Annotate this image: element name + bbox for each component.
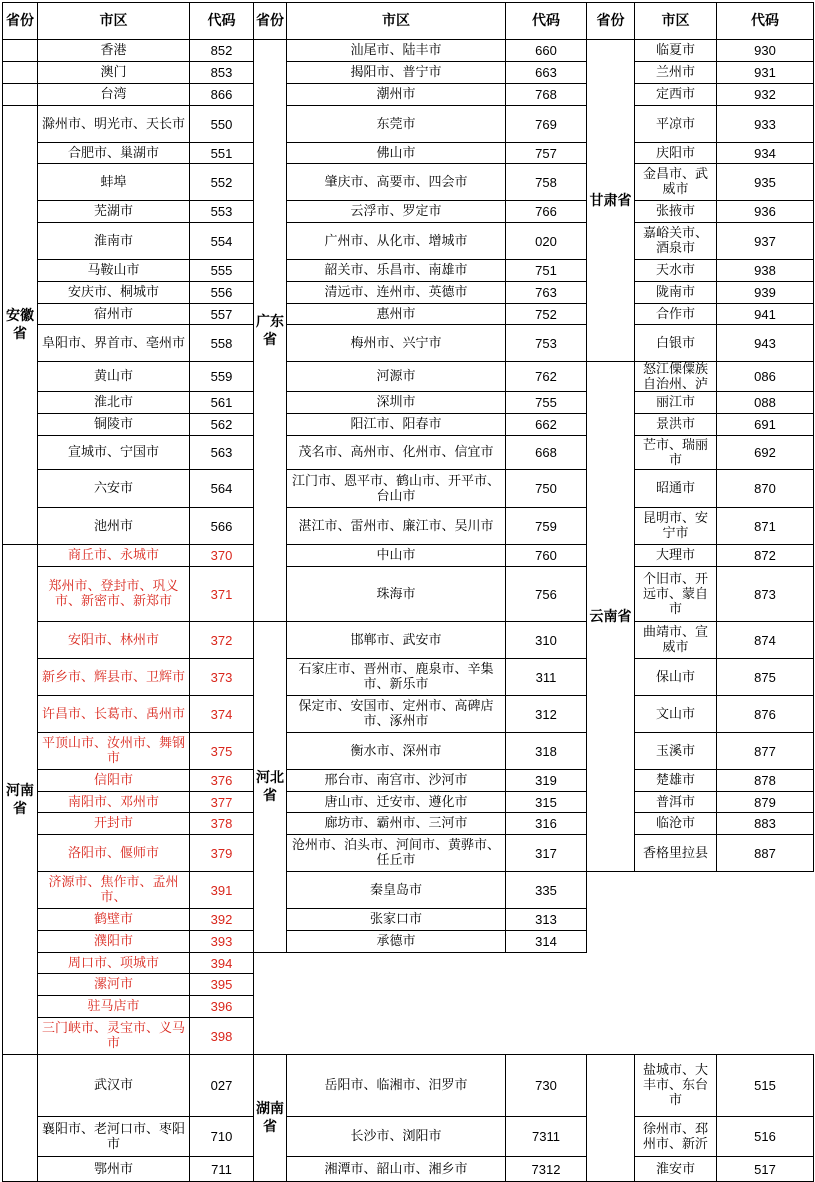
code-cell: 762 xyxy=(505,361,587,392)
code-cell: 759 xyxy=(505,507,587,545)
code-cell: 937 xyxy=(716,222,814,260)
city-cell: 香港 xyxy=(37,39,190,62)
code-cell: 564 xyxy=(189,469,254,508)
city-cell: 澳门 xyxy=(37,61,190,84)
city-cell: 昆明市、安宁市 xyxy=(634,507,717,545)
code-cell: 756 xyxy=(505,566,587,622)
b-header-code: 代码 xyxy=(505,2,587,40)
code-cell: 931 xyxy=(716,61,814,84)
city-cell: 新乡市、辉县市、卫辉市 xyxy=(37,658,190,696)
code-cell: 515 xyxy=(716,1054,814,1117)
a-header-code: 代码 xyxy=(189,2,254,40)
code-cell: 516 xyxy=(716,1116,814,1157)
city-cell: 信阳市 xyxy=(37,769,190,792)
code-cell: 563 xyxy=(189,435,254,470)
code-cell: 373 xyxy=(189,658,254,696)
city-cell: 江门市、恩平市、鹤山市、开平市、台山市 xyxy=(286,469,506,508)
city-cell: 揭阳市、普宁市 xyxy=(286,61,506,84)
city-cell: 阜阳市、界首市、亳州市 xyxy=(37,324,190,362)
city-cell: 韶关市、乐昌市、南雄市 xyxy=(286,259,506,282)
city-cell: 中山市 xyxy=(286,544,506,567)
city-cell: 清远市、连州市、英德市 xyxy=(286,281,506,304)
city-cell: 保山市 xyxy=(634,658,717,696)
city-cell: 楚雄市 xyxy=(634,769,717,792)
city-cell: 曲靖市、宣威市 xyxy=(634,621,717,659)
code-cell: 938 xyxy=(716,259,814,282)
code-cell: 086 xyxy=(716,361,814,392)
code-cell: 757 xyxy=(505,142,587,164)
city-cell: 沧州市、泊头市、河间市、黄骅市、任丘市 xyxy=(286,834,506,872)
city-cell: 淮安市 xyxy=(634,1156,717,1182)
city-cell: 保定市、安国市、定州市、高碑店市、涿州市 xyxy=(286,695,506,733)
code-cell: 939 xyxy=(716,281,814,304)
city-cell: 安庆市、桐城市 xyxy=(37,281,190,304)
c-header-city: 市区 xyxy=(634,2,717,40)
city-cell: 芒市、瑞丽市 xyxy=(634,435,717,470)
province-label-text: 云南省 xyxy=(589,608,632,625)
city-cell: 定西市 xyxy=(634,83,717,106)
code-cell: 766 xyxy=(505,200,587,223)
code-cell: 878 xyxy=(716,769,814,792)
city-cell: 池州市 xyxy=(37,507,190,545)
province-label-text: 安徽省 xyxy=(6,308,34,342)
city-cell: 云浮市、罗定市 xyxy=(286,200,506,223)
city-cell: 珠海市 xyxy=(286,566,506,622)
code-cell: 311 xyxy=(505,658,587,696)
province-cell-empty xyxy=(2,61,38,84)
province-cell-empty xyxy=(2,1054,38,1182)
city-cell: 洛阳市、偃师市 xyxy=(37,834,190,872)
code-cell: 310 xyxy=(505,621,587,659)
city-cell: 台湾 xyxy=(37,83,190,106)
code-cell: 379 xyxy=(189,834,254,872)
code-cell: 752 xyxy=(505,303,587,325)
code-cell: 852 xyxy=(189,39,254,62)
city-cell: 铜陵市 xyxy=(37,413,190,436)
province-label-text: 河南省 xyxy=(6,782,34,817)
city-cell: 济源市、焦作市、孟州市、 xyxy=(37,871,190,909)
code-cell: 374 xyxy=(189,695,254,733)
province-label-text: 湖南省 xyxy=(256,1101,284,1135)
code-cell: 316 xyxy=(505,812,587,835)
city-cell: 滁州市、明光市、天长市 xyxy=(37,105,190,143)
city-cell: 濮阳市 xyxy=(37,930,190,953)
city-cell: 宣城市、宁国市 xyxy=(37,435,190,470)
province-label-text: 河北省 xyxy=(256,770,284,804)
city-cell: 金昌市、武威市 xyxy=(634,163,717,201)
city-cell: 个旧市、开远市、蒙自市 xyxy=(634,566,717,622)
city-cell: 岳阳市、临湘市、汨罗市 xyxy=(286,1054,506,1117)
city-cell: 马鞍山市 xyxy=(37,259,190,282)
code-cell: 769 xyxy=(505,105,587,143)
code-cell: 088 xyxy=(716,391,814,414)
city-cell: 安阳市、林州市 xyxy=(37,621,190,659)
province-gansu xyxy=(586,39,635,362)
province-hebei xyxy=(253,621,287,953)
code-cell: 371 xyxy=(189,566,254,622)
code-cell: 315 xyxy=(505,791,587,813)
city-cell: 阳江市、阳春市 xyxy=(286,413,506,436)
code-cell: 692 xyxy=(716,435,814,470)
city-cell: 白银市 xyxy=(634,324,717,362)
province-label-text: 省份 xyxy=(596,13,625,29)
city-cell: 邢台市、南宫市、沙河市 xyxy=(286,769,506,792)
c-header-province xyxy=(586,2,635,40)
city-cell: 襄阳市、老河口市、枣阳市 xyxy=(37,1116,190,1157)
city-cell: 平凉市 xyxy=(634,105,717,143)
code-cell: 668 xyxy=(505,435,587,470)
code-cell: 376 xyxy=(189,769,254,792)
code-cell: 395 xyxy=(189,973,254,996)
code-cell: 317 xyxy=(505,834,587,872)
b-header-city: 市区 xyxy=(286,2,506,40)
code-cell: 7311 xyxy=(505,1116,587,1157)
code-cell: 391 xyxy=(189,871,254,909)
code-cell: 660 xyxy=(505,39,587,62)
province-hunan xyxy=(253,1054,287,1182)
province-cell-empty xyxy=(2,83,38,106)
city-cell: 黄山市 xyxy=(37,361,190,392)
city-cell: 惠州市 xyxy=(286,303,506,325)
code-cell: 872 xyxy=(716,544,814,567)
code-cell: 930 xyxy=(716,39,814,62)
code-cell: 378 xyxy=(189,812,254,835)
code-cell: 375 xyxy=(189,732,254,770)
code-cell: 335 xyxy=(505,871,587,909)
code-cell: 663 xyxy=(505,61,587,84)
city-cell: 东莞市 xyxy=(286,105,506,143)
city-cell: 淮北市 xyxy=(37,391,190,414)
code-cell: 874 xyxy=(716,621,814,659)
code-cell: 876 xyxy=(716,695,814,733)
city-cell: 汕尾市、陆丰市 xyxy=(286,39,506,62)
province-anhui xyxy=(2,105,38,545)
province-label-text: 广东省 xyxy=(256,313,284,348)
code-cell: 372 xyxy=(189,621,254,659)
code-cell: 753 xyxy=(505,324,587,362)
city-cell: 鹤壁市 xyxy=(37,908,190,931)
code-cell: 871 xyxy=(716,507,814,545)
code-cell: 941 xyxy=(716,303,814,325)
province-label-text: 省份 xyxy=(256,13,284,29)
city-cell: 漯河市 xyxy=(37,973,190,996)
city-cell: 平顶山市、汝州市、舞钢市 xyxy=(37,732,190,770)
code-cell: 557 xyxy=(189,303,254,325)
code-cell: 027 xyxy=(189,1054,254,1117)
city-cell: 湛江市、雷州市、廉江市、吴川市 xyxy=(286,507,506,545)
city-cell: 淮南市 xyxy=(37,222,190,260)
city-cell: 广州市、从化市、增城市 xyxy=(286,222,506,260)
code-cell: 550 xyxy=(189,105,254,143)
province-guangdong xyxy=(253,39,287,622)
code-cell: 933 xyxy=(716,105,814,143)
city-cell: 香格里拉县 xyxy=(634,834,717,872)
code-cell: 562 xyxy=(189,413,254,436)
city-cell: 深圳市 xyxy=(286,391,506,414)
code-cell: 318 xyxy=(505,732,587,770)
city-cell: 河源市 xyxy=(286,361,506,392)
code-cell: 566 xyxy=(189,507,254,545)
code-cell: 935 xyxy=(716,163,814,201)
code-cell: 943 xyxy=(716,324,814,362)
c-header-code: 代码 xyxy=(716,2,814,40)
code-cell: 730 xyxy=(505,1054,587,1117)
province-yunnan xyxy=(586,361,635,872)
city-cell: 唐山市、迁安市、遵化市 xyxy=(286,791,506,813)
city-cell: 衡水市、深州市 xyxy=(286,732,506,770)
code-cell: 554 xyxy=(189,222,254,260)
code-cell: 873 xyxy=(716,566,814,622)
code-cell: 517 xyxy=(716,1156,814,1182)
city-cell: 合肥市、巢湖市 xyxy=(37,142,190,164)
code-cell: 319 xyxy=(505,769,587,792)
code-cell: 870 xyxy=(716,469,814,508)
code-cell: 559 xyxy=(189,361,254,392)
city-cell: 文山市 xyxy=(634,695,717,733)
code-cell: 887 xyxy=(716,834,814,872)
code-cell: 934 xyxy=(716,142,814,164)
city-cell: 宿州市 xyxy=(37,303,190,325)
code-cell: 555 xyxy=(189,259,254,282)
code-cell: 377 xyxy=(189,791,254,813)
city-cell: 合作市 xyxy=(634,303,717,325)
code-cell: 393 xyxy=(189,930,254,953)
code-cell: 312 xyxy=(505,695,587,733)
city-cell: 丽江市 xyxy=(634,391,717,414)
code-cell: 553 xyxy=(189,200,254,223)
code-cell: 561 xyxy=(189,391,254,414)
city-cell: 佛山市 xyxy=(286,142,506,164)
city-cell: 景洪市 xyxy=(634,413,717,436)
city-cell: 承德市 xyxy=(286,930,506,953)
code-cell: 711 xyxy=(189,1156,254,1182)
city-cell: 临沧市 xyxy=(634,812,717,835)
b-header-province xyxy=(253,2,287,40)
city-cell: 长沙市、浏阳市 xyxy=(286,1116,506,1157)
city-cell: 芜湖市 xyxy=(37,200,190,223)
city-cell: 石家庄市、晋州市、鹿泉市、辛集市、新乐市 xyxy=(286,658,506,696)
city-cell: 许昌市、长葛市、禹州市 xyxy=(37,695,190,733)
city-cell: 周口市、项城市 xyxy=(37,952,190,974)
city-cell: 南阳市、邓州市 xyxy=(37,791,190,813)
city-cell: 普洱市 xyxy=(634,791,717,813)
province-label-text: 甘肃省 xyxy=(589,192,632,209)
city-cell: 张掖市 xyxy=(634,200,717,223)
city-cell: 商丘市、永城市 xyxy=(37,544,190,567)
a-header-city: 市区 xyxy=(37,2,190,40)
code-cell: 853 xyxy=(189,61,254,84)
code-cell: 7312 xyxy=(505,1156,587,1182)
city-cell: 梅州市、兴宁市 xyxy=(286,324,506,362)
code-cell: 662 xyxy=(505,413,587,436)
code-cell: 763 xyxy=(505,281,587,304)
a-header-province xyxy=(2,2,38,40)
city-cell: 六安市 xyxy=(37,469,190,508)
code-cell: 396 xyxy=(189,995,254,1018)
code-cell: 314 xyxy=(505,930,587,953)
code-cell: 879 xyxy=(716,791,814,813)
code-cell: 551 xyxy=(189,142,254,164)
code-cell: 370 xyxy=(189,544,254,567)
code-cell: 691 xyxy=(716,413,814,436)
city-cell: 武汉市 xyxy=(37,1054,190,1117)
city-cell: 肇庆市、高要市、四会市 xyxy=(286,163,506,201)
city-cell: 鄂州市 xyxy=(37,1156,190,1182)
code-cell: 936 xyxy=(716,200,814,223)
city-cell: 驻马店市 xyxy=(37,995,190,1018)
city-cell: 兰州市 xyxy=(634,61,717,84)
city-cell: 昭通市 xyxy=(634,469,717,508)
city-cell: 潮州市 xyxy=(286,83,506,106)
city-cell: 郑州市、登封市、巩义市、新密市、新郑市 xyxy=(37,566,190,622)
code-cell: 866 xyxy=(189,83,254,106)
city-cell: 张家口市 xyxy=(286,908,506,931)
code-cell: 392 xyxy=(189,908,254,931)
code-cell: 883 xyxy=(716,812,814,835)
code-cell: 755 xyxy=(505,391,587,414)
province-label-text: 省份 xyxy=(6,13,34,29)
city-cell: 大理市 xyxy=(634,544,717,567)
city-cell: 秦皇岛市 xyxy=(286,871,506,909)
code-cell: 556 xyxy=(189,281,254,304)
province-cell-empty xyxy=(2,39,38,62)
code-cell: 710 xyxy=(189,1116,254,1157)
city-cell: 庆阳市 xyxy=(634,142,717,164)
code-cell: 750 xyxy=(505,469,587,508)
code-cell: 758 xyxy=(505,163,587,201)
province-henan xyxy=(2,544,38,1055)
code-cell: 877 xyxy=(716,732,814,770)
city-cell: 三门峡市、灵宝市、义马市 xyxy=(37,1017,190,1055)
code-cell: 020 xyxy=(505,222,587,260)
code-cell: 875 xyxy=(716,658,814,696)
city-cell: 怒江傈僳族自治州、泸 xyxy=(634,361,717,392)
city-cell: 临夏市 xyxy=(634,39,717,62)
province-cell-empty xyxy=(586,1054,635,1182)
city-cell: 陇南市 xyxy=(634,281,717,304)
city-cell: 邯郸市、武安市 xyxy=(286,621,506,659)
code-cell: 760 xyxy=(505,544,587,567)
code-cell: 552 xyxy=(189,163,254,201)
code-cell: 394 xyxy=(189,952,254,974)
city-cell: 茂名市、高州市、化州市、信宜市 xyxy=(286,435,506,470)
code-cell: 751 xyxy=(505,259,587,282)
city-cell: 廊坊市、霸州市、三河市 xyxy=(286,812,506,835)
city-cell: 盐城市、大丰市、东台市 xyxy=(634,1054,717,1117)
city-cell: 玉溪市 xyxy=(634,732,717,770)
city-cell: 湘潭市、韶山市、湘乡市 xyxy=(286,1156,506,1182)
code-cell: 768 xyxy=(505,83,587,106)
code-cell: 313 xyxy=(505,908,587,931)
city-cell: 蚌埠 xyxy=(37,163,190,201)
code-cell: 932 xyxy=(716,83,814,106)
city-cell: 天水市 xyxy=(634,259,717,282)
code-cell: 398 xyxy=(189,1017,254,1055)
city-cell: 开封市 xyxy=(37,812,190,835)
city-cell: 嘉峪关市、酒泉市 xyxy=(634,222,717,260)
city-cell: 徐州市、邳州市、新沂 xyxy=(634,1116,717,1157)
code-cell: 558 xyxy=(189,324,254,362)
